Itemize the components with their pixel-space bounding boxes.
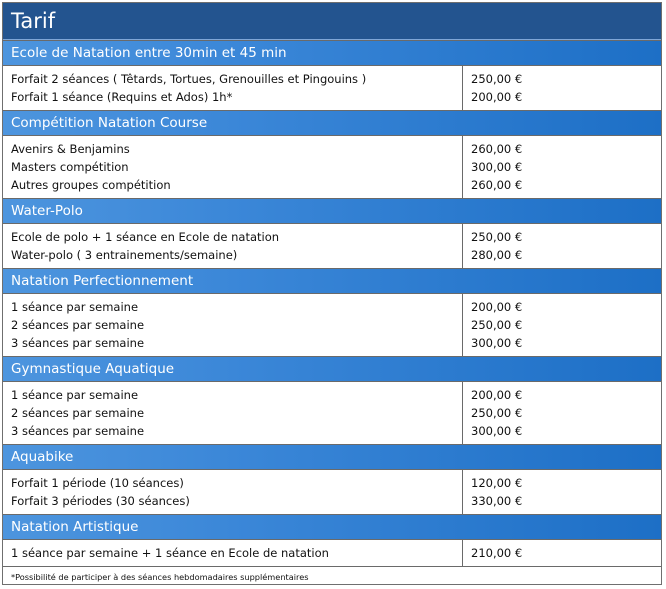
item-prices-column [463,470,661,514]
item-prices-column [463,294,661,356]
item-prices-column [463,136,661,198]
item-label: Water-polo ( 3 entrainements/semaine) [11,248,238,262]
item-price: 200,00 € [471,300,523,314]
footnote: *Possibilité de participer à des séances hebdomadaires supplémentaires [3,566,661,582]
section-body [3,382,661,444]
item-labels-column [3,294,463,356]
item-label: Forfait 1 période (10 séances) [11,476,184,490]
page-title: Tarif [3,3,661,40]
section-heading: Water-Polo [3,198,661,224]
item-price: 120,00 € [471,476,523,490]
item-labels-column [3,470,463,514]
item-label: Avenirs & Benjamins [11,142,130,156]
item-price: 250,00 € [471,72,523,86]
item-price: 300,00 € [471,424,523,438]
item-label: 3 séances par semaine [11,424,145,438]
section-body [3,136,661,198]
item-labels-column [3,382,463,444]
item-prices-column [463,540,661,566]
item-label: 2 séances par semaine [11,406,145,420]
item-labels-column [3,540,463,566]
item-label: Forfait 1 séance (Requins et Ados) 1h* [11,90,233,104]
price-sections [3,40,661,566]
item-label: 1 séance par semaine + 1 séance en Ecole de natation [11,546,329,560]
item-price: 250,00 € [471,318,523,332]
section-heading: Gymnastique Aquatique [3,356,661,382]
item-label: 1 séance par semaine [11,300,139,314]
item-price: 300,00 € [471,160,523,174]
section-heading: Natation Artistique [3,514,661,540]
item-price: 280,00 € [471,248,523,262]
item-prices-column [463,66,661,110]
item-label: 3 séances par semaine [11,336,145,350]
item-price: 210,00 € [471,546,523,560]
section-heading: Aquabike [3,444,661,470]
section-heading: Compétition Natation Course [3,110,661,136]
item-price: 250,00 € [471,230,523,244]
section-body [3,540,661,566]
item-price: 260,00 € [471,178,523,192]
item-label: Forfait 3 périodes (30 séances) [11,494,190,508]
item-price: 200,00 € [471,388,523,402]
item-label: 1 séance par semaine [11,388,139,402]
item-price: 330,00 € [471,494,523,508]
item-label: Masters compétition [11,160,129,174]
item-prices-column [463,382,661,444]
section-body [3,470,661,514]
item-prices-column [463,224,661,268]
item-price: 250,00 € [471,406,523,420]
section-heading: Ecole de Natation entre 30min et 45 min [3,40,661,66]
tarif-sheet [2,2,662,585]
item-label: Ecole de polo + 1 séance en Ecole de natation [11,230,280,244]
item-label: Autres groupes compétition [11,178,171,192]
section-body [3,66,661,110]
item-price: 300,00 € [471,336,523,350]
item-label: 2 séances par semaine [11,318,145,332]
section-body [3,224,661,268]
item-price: 200,00 € [471,90,523,104]
section-heading: Natation Perfectionnement [3,268,661,294]
item-price: 260,00 € [471,142,523,156]
item-label: Forfait 2 séances ( Têtards, Tortues, Grenouilles et Pingouins ) [11,72,367,86]
item-labels-column [3,66,463,110]
item-labels-column [3,136,463,198]
item-labels-column [3,224,463,268]
section-body [3,294,661,356]
